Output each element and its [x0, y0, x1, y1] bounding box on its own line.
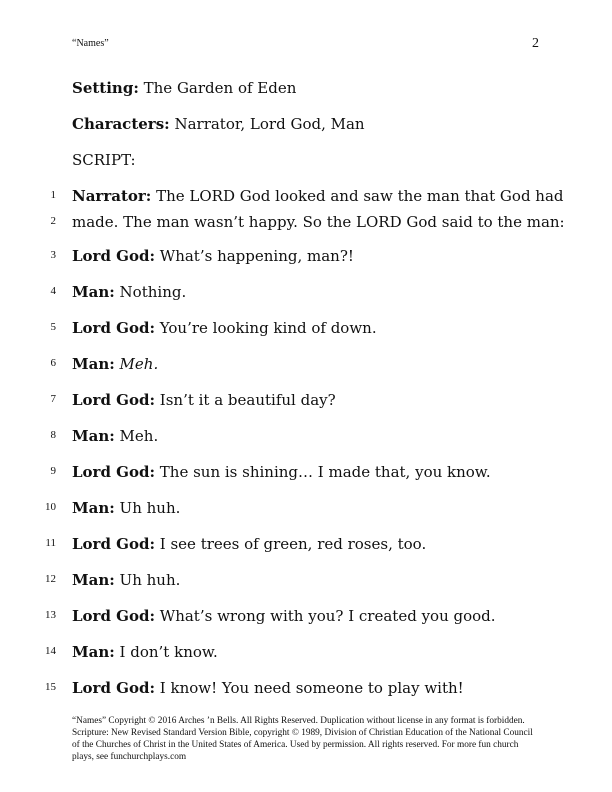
dialogue-text: What’s happening, man?! — [155, 247, 354, 265]
line-number: 14 — [45, 645, 56, 657]
line-text — [72, 282, 552, 302]
line-number: 12 — [45, 573, 56, 585]
line-number: 8 — [50, 429, 56, 441]
dialogue-text: Meh. — [114, 355, 159, 373]
line-number: 5 — [50, 321, 56, 333]
speaker-name: Man: — [72, 283, 115, 301]
script-line — [0, 606, 612, 626]
script-line — [0, 212, 612, 232]
speaker-name: Man: — [72, 499, 115, 517]
line-text — [72, 212, 565, 232]
line-number: 13 — [45, 609, 56, 621]
script-line — [0, 678, 612, 698]
line-text — [72, 570, 552, 590]
speaker-name: Lord God: — [72, 607, 156, 625]
speaker-name: Narrator: — [72, 187, 152, 205]
characters-label: Characters: — [72, 115, 170, 133]
script-line — [0, 534, 612, 554]
speaker-name: Lord God: — [72, 319, 156, 337]
line-number: 2 — [50, 215, 56, 227]
dialogue-text: Meh. — [114, 427, 159, 445]
line-text — [72, 642, 552, 662]
line-number: 11 — [45, 537, 56, 549]
speaker-name: Lord God: — [72, 391, 156, 409]
dialogue-text: I know! You need someone to play with! — [155, 679, 464, 697]
line-number: 7 — [50, 393, 56, 405]
characters-line — [72, 115, 365, 133]
dialogue-text: made. The man wasn’t happy. So the LORD God said to the man: — [72, 213, 565, 231]
script-line — [0, 246, 612, 266]
header-title: “Names” — [72, 38, 109, 49]
script-line — [0, 498, 612, 518]
speaker-name: Man: — [72, 643, 115, 661]
line-number: 15 — [45, 681, 56, 693]
speaker-name: Man: — [72, 571, 115, 589]
line-number: 9 — [50, 465, 56, 477]
dialogue-text: Isn’t it a beautiful day? — [155, 391, 336, 409]
characters-value: Narrator, Lord God, Man — [169, 115, 365, 133]
line-number: 10 — [45, 501, 56, 513]
setting-line — [72, 79, 296, 97]
dialogue-text: Uh huh. — [114, 499, 181, 517]
script-line — [0, 186, 612, 206]
speaker-name: Lord God: — [72, 247, 156, 265]
line-number: 6 — [50, 357, 56, 369]
line-number: 4 — [50, 285, 56, 297]
dialogue-text: Nothing. — [114, 283, 187, 301]
script-line — [0, 426, 612, 446]
line-text — [72, 678, 552, 698]
line-text — [72, 462, 552, 482]
script-line — [0, 570, 612, 590]
line-number: 3 — [50, 249, 56, 261]
script-line — [0, 318, 612, 338]
speaker-name: Lord God: — [72, 463, 156, 481]
script-line — [0, 390, 612, 410]
line-text — [72, 606, 552, 626]
line-text — [72, 186, 564, 206]
dialogue-text: The sun is shining… I made that, you know. — [155, 463, 491, 481]
setting-label: Setting: — [72, 79, 139, 97]
line-text — [72, 318, 552, 338]
speaker-name: Lord God: — [72, 535, 156, 553]
dialogue-text: Uh huh. — [114, 571, 181, 589]
speaker-name: Lord God: — [72, 679, 156, 697]
dialogue-text: What’s wrong with you? I created you good. — [155, 607, 496, 625]
line-text — [72, 390, 552, 410]
setting-value: The Garden of Eden — [138, 79, 297, 97]
line-text — [72, 498, 552, 518]
speaker-name: Man: — [72, 355, 115, 373]
script-line — [0, 282, 612, 302]
dialogue-text: I see trees of green, red roses, too. — [155, 535, 427, 553]
speaker-name: Man: — [72, 427, 115, 445]
script-heading: SCRIPT: — [72, 151, 136, 169]
line-number: 1 — [50, 189, 56, 201]
script-line — [0, 642, 612, 662]
line-text — [72, 534, 552, 554]
line-text — [72, 426, 552, 446]
dialogue-text: The LORD God looked and saw the man that God had — [151, 187, 564, 205]
dialogue-text: You’re looking kind of down. — [155, 319, 377, 337]
footer-copyright: “Names” Copyright © 2016 Arches ’n Bells. All Rights Reserved. Duplication without license in any format is forbidden. Scripture: New Revised Standard Version Bible, copyright © 1989, Division of Christian Education of the National Council of the Churches of Christ in the United States of America. Used by permission. All rights reserved. For more fun church plays, see funchurchplays.com — [72, 716, 533, 762]
line-text — [72, 246, 552, 266]
page-number: 2 — [532, 36, 539, 51]
dialogue-text: I don’t know. — [114, 643, 218, 661]
line-text — [72, 354, 552, 374]
script-line — [0, 354, 612, 374]
script-line — [0, 462, 612, 482]
